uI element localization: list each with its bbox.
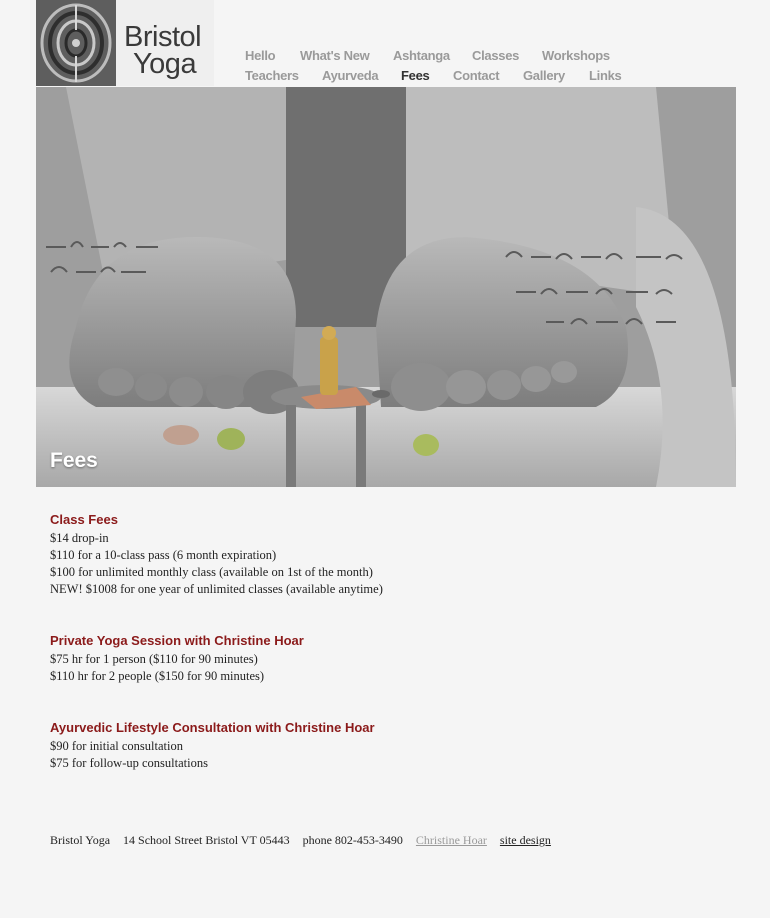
nav-item-hello[interactable]: Hello	[245, 48, 276, 63]
nav-item-teachers[interactable]: Teachers	[245, 68, 299, 83]
list-item: $90 for initial consultation	[50, 739, 183, 753]
logo-line-2: Yoga	[133, 48, 197, 80]
logo-line-1: Bristol	[124, 21, 202, 53]
section-title: Private Yoga Session with Christine Hoar	[50, 633, 304, 648]
nav-item-links[interactable]: Links	[589, 68, 622, 83]
nav-item-classes[interactable]: Classes	[472, 48, 520, 63]
nav-item-ayurveda[interactable]: Ayurveda	[322, 68, 379, 83]
list-item: $110 for a 10-class pass (6 month expiration)	[50, 548, 277, 562]
nav-item-gallery[interactable]: Gallery	[523, 68, 565, 83]
site-design-link[interactable]: site design	[499, 833, 551, 847]
ayurvedic-consultation-section	[50, 720, 730, 772]
nav-item-fees[interactable]: Fees	[401, 68, 430, 83]
nav-item-contact[interactable]: Contact	[453, 68, 500, 83]
footer-phone: phone 802-453-3490	[302, 833, 403, 847]
fees-content	[50, 512, 730, 807]
list-item: $110 hr for 2 people ($150 for 90 minutes)	[50, 669, 265, 683]
page-title: Fees	[50, 449, 98, 472]
christine-hoar-link[interactable]: Christine Hoar	[415, 833, 487, 847]
statue-feet-illustration	[36, 87, 736, 487]
site-title	[124, 21, 202, 80]
list-item: $75 for follow-up consultations	[50, 756, 208, 770]
nav-row-1	[245, 48, 645, 68]
list-item: $100 for unlimited monthly class (available on 1st of the month)	[50, 565, 373, 579]
nav-item-whats-new[interactable]: What's New	[300, 48, 370, 63]
footer-address: 14 School Street Bristol VT 05443	[123, 833, 290, 847]
nav-row-2	[245, 68, 645, 88]
section-title: Ayurvedic Lifestyle Consultation with Christine Hoar	[50, 720, 375, 735]
section-title: Class Fees	[50, 512, 118, 527]
main-nav	[245, 48, 645, 88]
list-item: $14 drop-in	[50, 531, 109, 545]
footer	[50, 833, 561, 848]
footer-name: Bristol Yoga	[50, 833, 111, 847]
class-fees-section	[50, 512, 730, 598]
nav-item-workshops[interactable]: Workshops	[542, 48, 610, 63]
labyrinth-logo-icon	[36, 0, 116, 86]
hero-image	[36, 87, 736, 487]
nav-item-ashtanga[interactable]: Ashtanga	[393, 48, 450, 63]
site-logo[interactable]	[36, 0, 214, 86]
list-item: NEW! $1008 for one year of unlimited classes (available anytime)	[50, 582, 383, 596]
private-session-section	[50, 633, 730, 685]
list-item: $75 hr for 1 person ($110 for 90 minutes)	[50, 652, 258, 666]
